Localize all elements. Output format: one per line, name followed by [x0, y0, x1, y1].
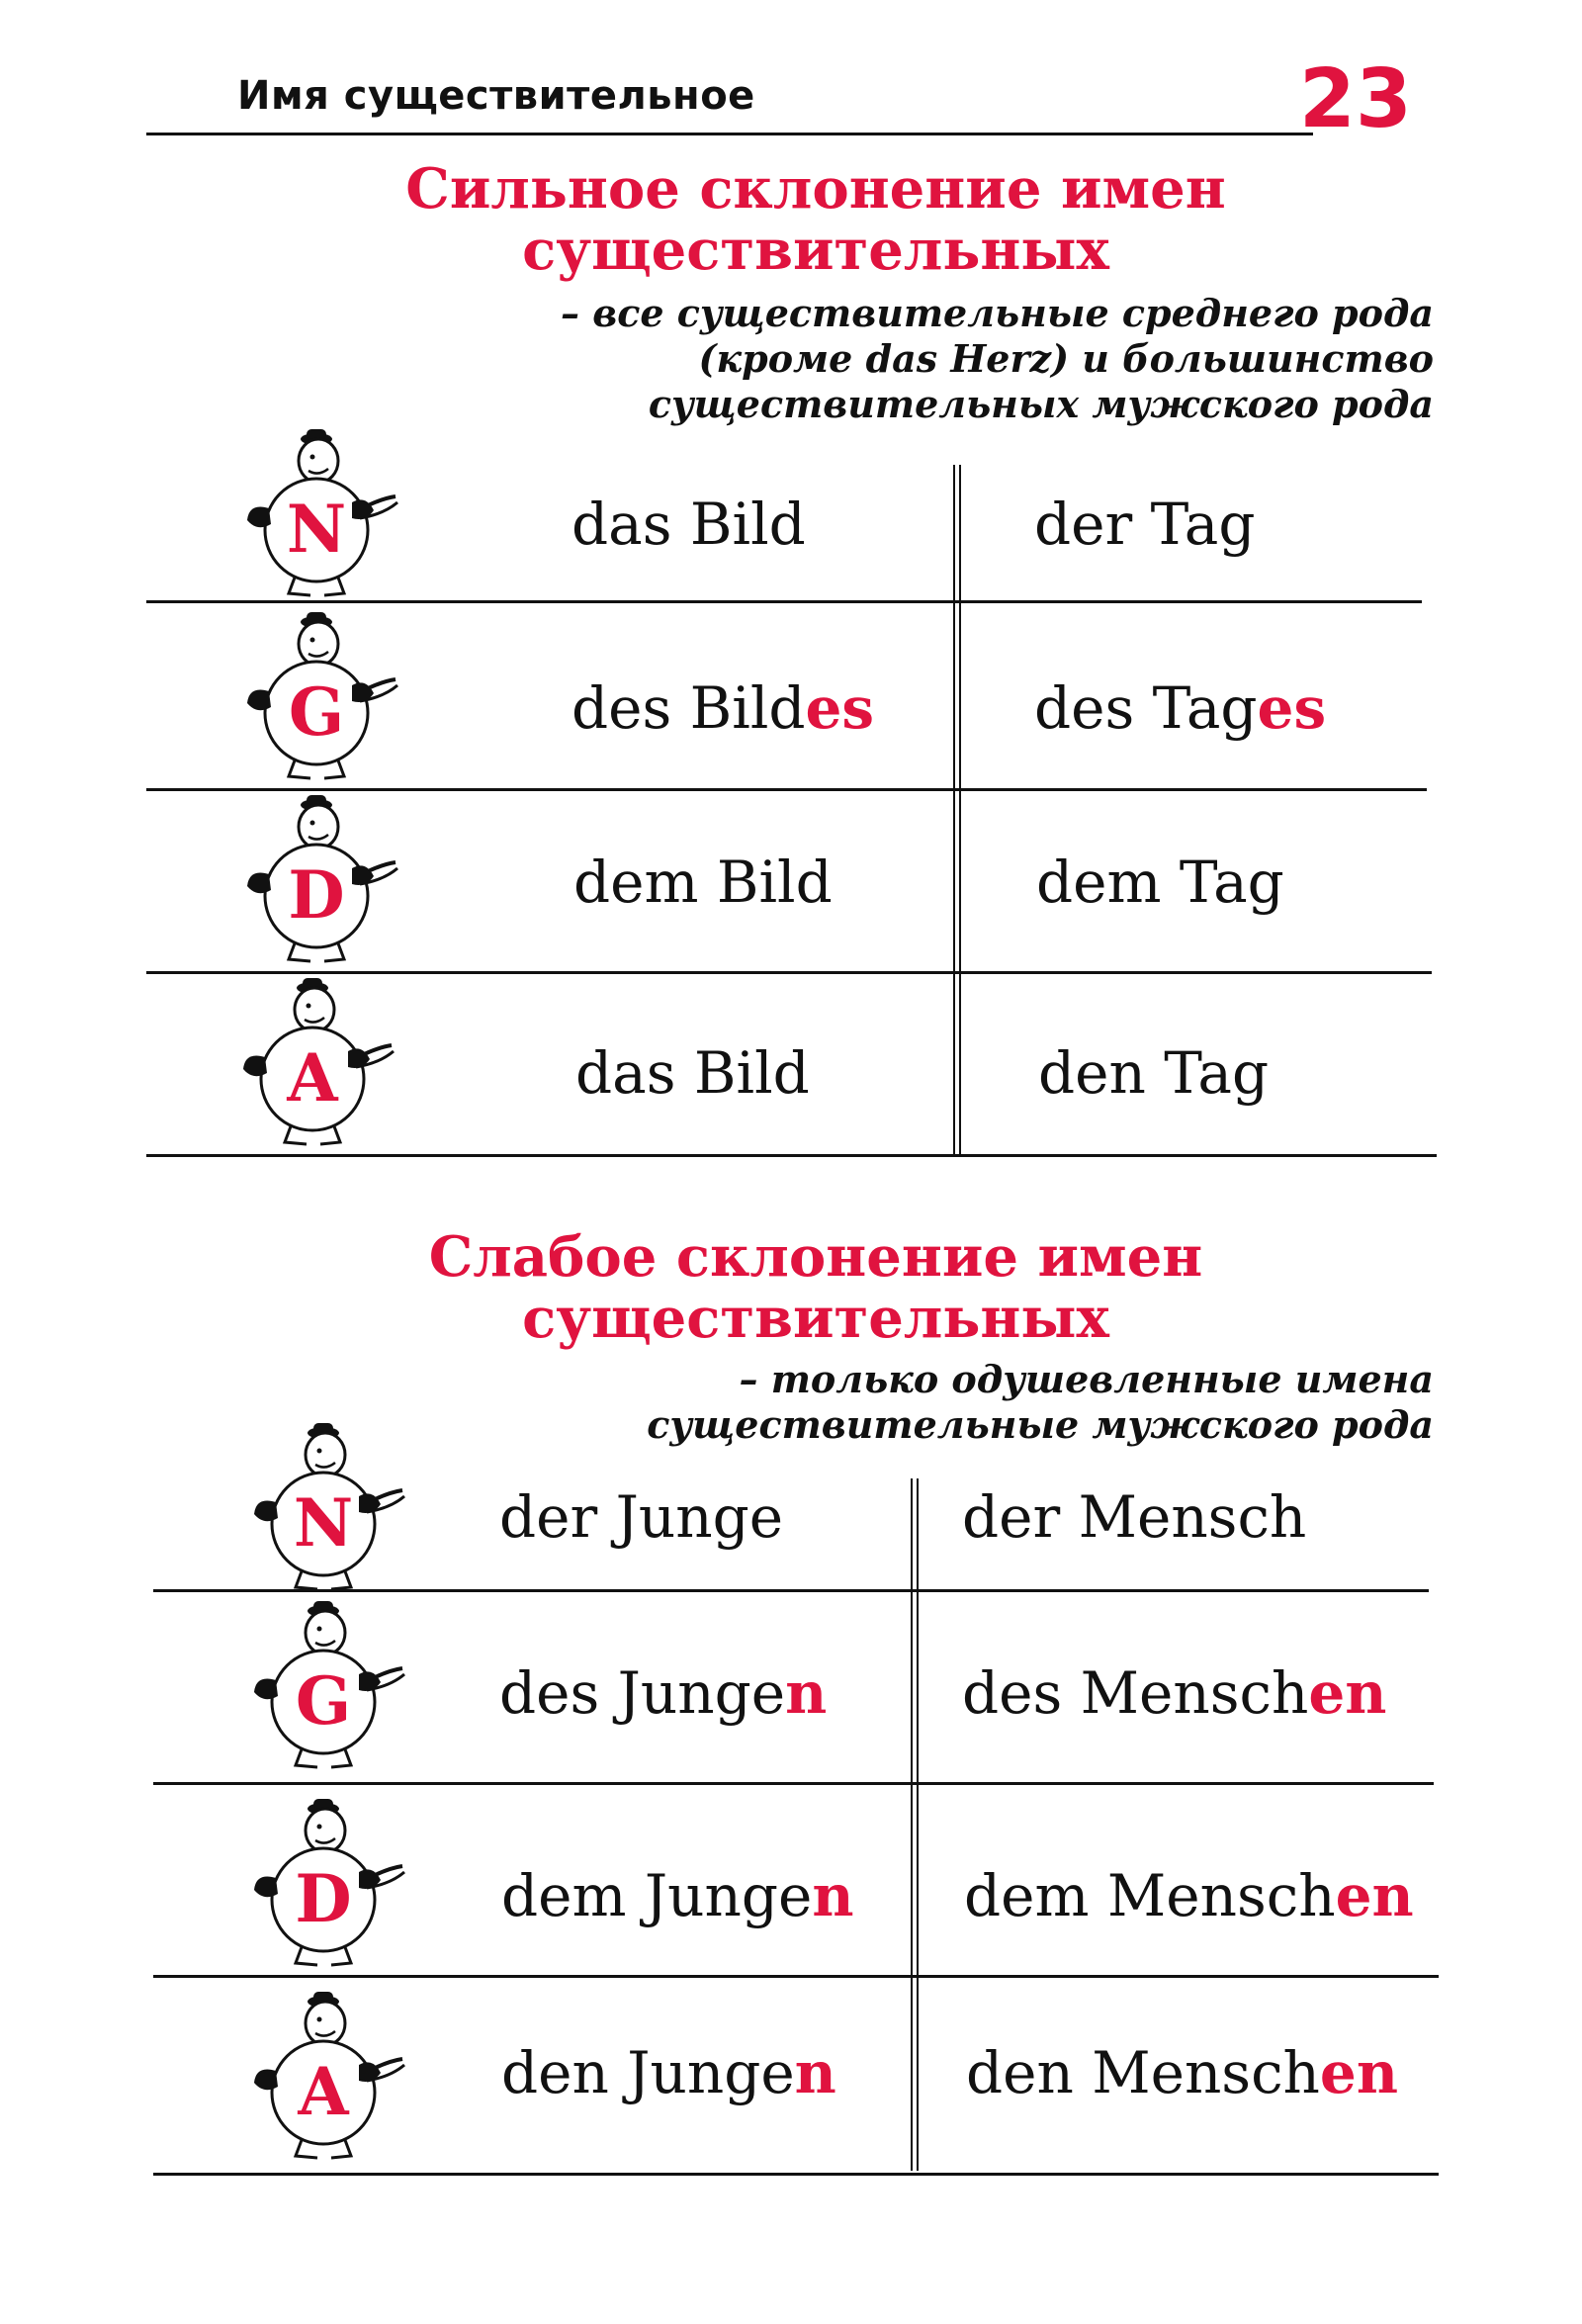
case-letter: N: [286, 491, 347, 568]
strong-desc-line2: (кроме das Herz) и большинство: [698, 336, 1434, 381]
page-number: 23: [1298, 52, 1412, 146]
case-mascot-icon: [235, 791, 403, 969]
case-letter: A: [298, 2053, 349, 2130]
table-row: [153, 1464, 1429, 1592]
case-letter: A: [287, 1039, 338, 1117]
strong-title-line2: существительных: [522, 218, 1109, 283]
strong-declension-table: [146, 455, 1432, 1157]
case-mascot-icon: [242, 1597, 410, 1775]
word-cell: des Menschen: [962, 1659, 1387, 1727]
strong-desc-line1: – все существительные среднего рода: [561, 291, 1434, 335]
weak-declension-table: [153, 1464, 1439, 2176]
word-cell: des Tages: [1034, 674, 1327, 742]
weak-title-line2: существительных: [522, 1286, 1109, 1351]
table-row: [153, 1592, 1434, 1785]
page-header: [146, 52, 1412, 146]
table-row: [153, 1785, 1439, 1978]
word-cell: den Menschen: [966, 2039, 1398, 2106]
strong-desc-line3: существительных мужского рода: [648, 382, 1434, 426]
table-row: [146, 791, 1432, 974]
word-cell: des Jungen: [499, 1659, 828, 1727]
case-mascot-icon: [235, 425, 403, 603]
word-cell: dem Jungen: [501, 1862, 854, 1929]
word-cell: den Tag: [1038, 1039, 1270, 1107]
section-title: Имя существительное: [237, 73, 755, 119]
case-mascot-icon: [235, 608, 403, 786]
weak-desc-line1: – только одушевленные имена: [739, 1357, 1434, 1401]
case-letter: D: [295, 1860, 352, 1937]
word-cell: dem Menschen: [964, 1862, 1414, 1929]
table-row: [146, 974, 1437, 1157]
table-row: [146, 455, 1422, 603]
case-letter: G: [288, 673, 345, 751]
word-cell: der Mensch: [962, 1483, 1307, 1551]
header-rule: [146, 133, 1313, 135]
table-row: [146, 603, 1427, 791]
word-cell: das Bild: [571, 491, 806, 558]
table-row: [153, 1978, 1439, 2176]
row-divider: [153, 2173, 1439, 2176]
word-cell: das Bild: [575, 1039, 810, 1107]
case-letter: N: [293, 1484, 354, 1562]
weak-title-line1: Слабое склонение имен: [428, 1224, 1203, 1290]
case-mascot-icon: [231, 974, 399, 1152]
case-mascot-icon: [242, 1795, 410, 1973]
word-cell: der Junge: [499, 1483, 784, 1551]
weak-desc-line2: существительные мужского рода: [647, 1402, 1434, 1447]
word-cell: der Tag: [1034, 491, 1256, 558]
word-cell: dem Bild: [573, 849, 833, 916]
strong-title-line1: Сильное склонение имен: [405, 156, 1226, 222]
case-mascot-icon: [242, 1988, 410, 2166]
case-mascot-icon: [242, 1419, 410, 1597]
case-letter: G: [295, 1662, 352, 1740]
word-cell: des Bildes: [571, 674, 875, 742]
case-letter: D: [288, 856, 345, 934]
word-cell: den Jungen: [501, 2039, 836, 2106]
row-divider: [146, 1154, 1437, 1157]
word-cell: dem Tag: [1036, 849, 1284, 916]
